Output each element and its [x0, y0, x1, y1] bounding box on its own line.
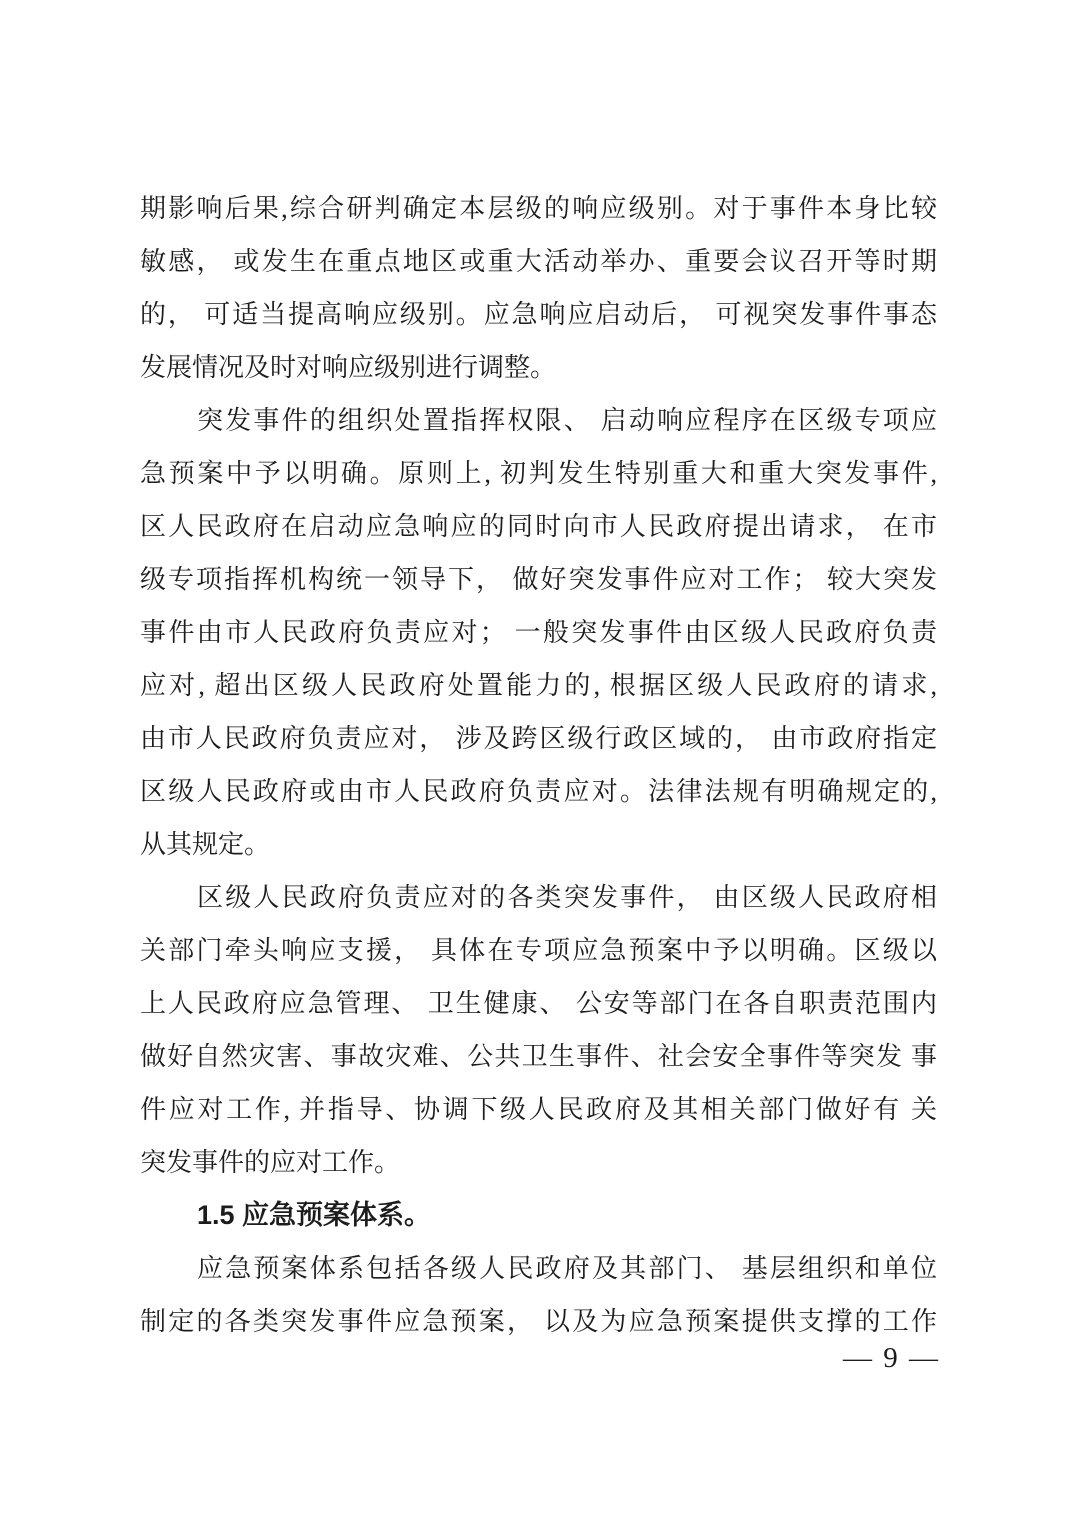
text-line: 突发事件的应对工作。 — [140, 1148, 401, 1177]
text-line: 应急预案体系包括各级人民政府及其部门、 基层组织和单位 — [197, 1254, 937, 1283]
text-line: 期影响后果,综合研判确定本层级的响应级别。对于事件本身比较 — [140, 194, 937, 223]
text-line: 关部门牵头响应支援， 具体在专项应急预案中予以明确。区级以 — [140, 936, 937, 965]
text-line: 的， 可适当提高响应级别。应急响应启动后， 可视突发事件事态 — [140, 300, 937, 329]
text-line: 做好自然灾害、事故灾难、公共卫生事件、社会安全事件等突发 事 — [140, 1042, 937, 1071]
section-heading-1-5: 1.5 应急预案体系。 — [197, 1200, 432, 1230]
text-line: 区人民政府在启动应急响应的同时向市人民政府提出请求， 在市 — [140, 512, 937, 541]
text-line: 上人民政府应急管理、 卫生健康、 公安等部门在各自职责范围内 — [140, 989, 937, 1018]
text-line: 制定的各类突发事件应急预案， 以及为应急预案提供支撑的工作 — [140, 1307, 937, 1336]
text-line: 从其规定。 — [140, 830, 271, 859]
text-line: 发展情况及时对响应级别进行调整。 — [140, 353, 557, 382]
text-line: 件应对工作, 并指导、协调下级人民政府及其相关部门做好有 关 — [140, 1095, 937, 1124]
paragraph-plan-system — [140, 1242, 937, 1348]
text-line: 区级人民政府负责应对的各类突发事件， 由区级人民政府相 — [197, 883, 937, 912]
page-number: — 9 — — [843, 1342, 940, 1374]
text-line: 应对, 超出区级人民政府处置能力的, 根据区级人民政府的请求, — [140, 671, 937, 700]
text-line: 级专项指挥机构统一领导下， 做好突发事件应对工作； 较大突发 — [140, 565, 937, 594]
paragraph-response-level-continuation — [140, 182, 937, 394]
paragraph-command-authority — [140, 394, 937, 871]
text-line: 急预案中予以明确。原则上, 初判发生特别重大和重大突发事件, — [140, 459, 937, 488]
text-line: 事件由市人民政府负责应对； 一般突发事件由区级人民政府负责 — [140, 618, 937, 647]
document-text-block — [140, 182, 937, 1348]
text-line: 突发事件的组织处置指挥权限、 启动响应程序在区级专项应 — [197, 406, 937, 435]
text-line: 区级人民政府或由市人民政府负责应对。法律法规有明确规定的, — [140, 777, 937, 806]
paragraph-district-responsibility — [140, 871, 937, 1189]
text-line: 敏感， 或发生在重点地区或重大活动举办、重要会议召开等时期 — [140, 247, 937, 276]
text-line: 由市人民政府负责应对， 涉及跨区级行政区域的， 由市政府指定 — [140, 724, 937, 753]
section-heading-container — [140, 1189, 937, 1242]
